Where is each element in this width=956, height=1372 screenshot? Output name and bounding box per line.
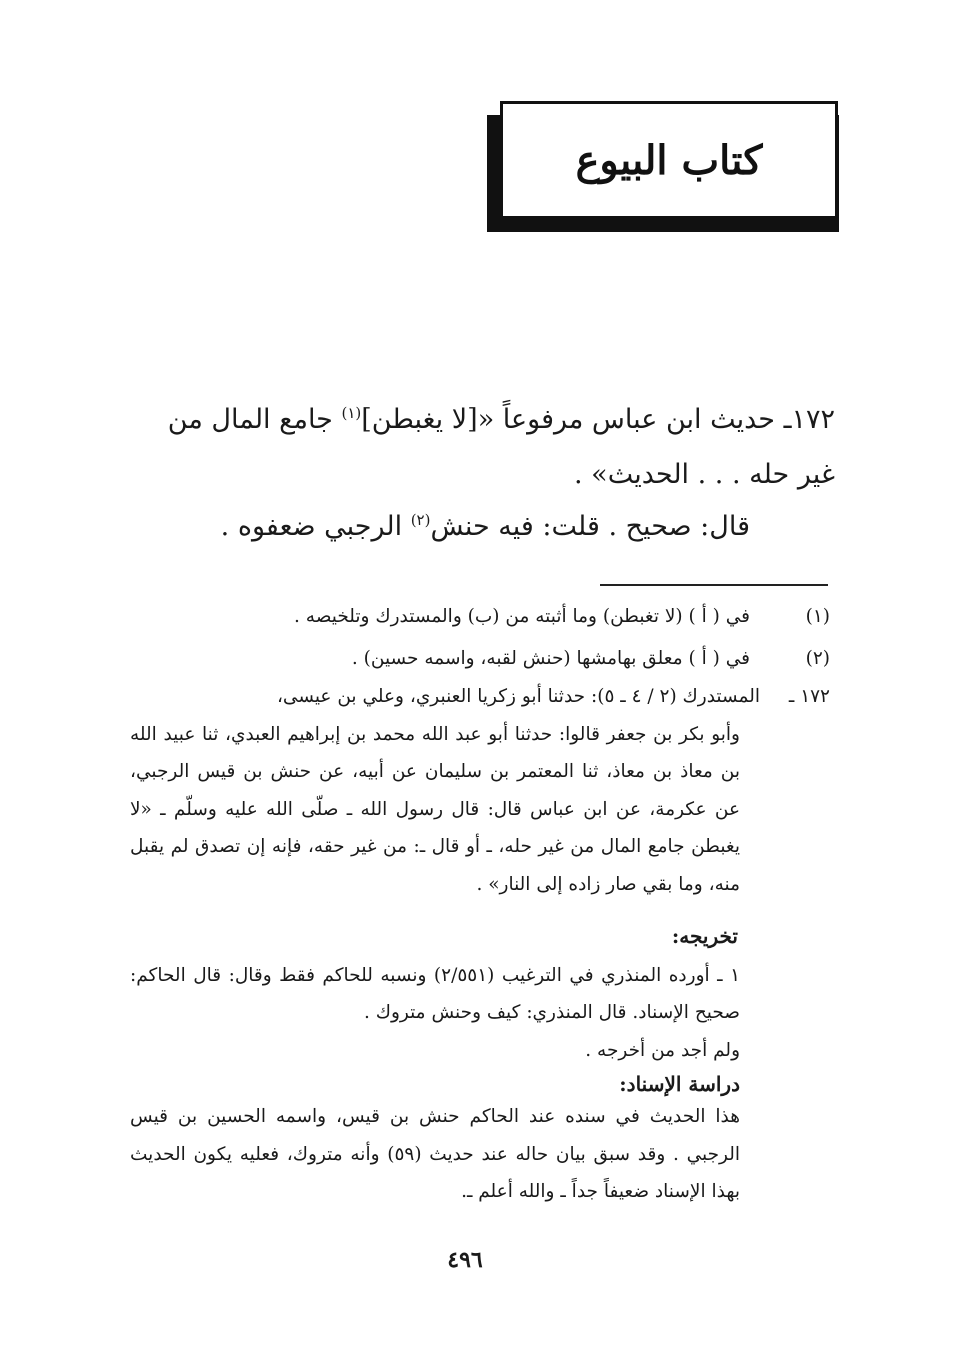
hadith-verdict xyxy=(190,502,750,552)
footnote-ref-1: (١) xyxy=(341,404,362,422)
takhrij-line-1: ١ ـ أورده المنذري في الترغيب (٢/٥٥١) ونسبه للحاكم فقط وقال: قال الحاكم: صحيح الإسناد. قال المنذري: كيف وحنش متروك . xyxy=(130,964,740,1023)
hadith-text-part1: ـ حديث ابن عباس مرفوعاً «[لا يغبطن] xyxy=(361,404,792,435)
footnote-172-number: ١٧٢ ـ xyxy=(788,686,830,707)
dirasa-body: هذا الحديث في سنده عند الحاكم حنش بن قيس، واسمه الحسين بن قيس الرجبي . وقد سبق بيان حاله عند حديث (٥٩) وأنه متروك، فعليه يكون الحديث بهذا الإسناد ضعيفاً جداً ـ والله أعلم ـ. xyxy=(130,1106,740,1202)
chapter-title-box xyxy=(500,101,838,219)
takhrij-heading: تخريجه: xyxy=(671,924,738,948)
footnote-172-source: المستدرك (٢ / ٤ ـ ٥): حدثنا أبو زكريا العنبري، وعلي بن عيسى، xyxy=(276,686,760,707)
footnote-172-body: وأبو بكر بن جعفر قالوا: حدثنا أبو عبد الله محمد بن إبراهيم العبدي، ثنا عبيد الله بن معاذ بن معاذ، ثنا المعتمر بن سليمان عن أبيه، عن حنش بن قيس الرجبي، عن عكرمة، عن ابن عباس قال: قال رسول الله ـ صلّى الله عليه وسلّم ـ «لا يغبطن جامع المال من غير حله، ـ أو قال ـ: من غير حقه، فإنه إن تصدق لم يقبل منه، وما بقي صار زاده إلى النار» . xyxy=(130,723,740,895)
page-number: ٤٩٦ xyxy=(447,1247,483,1273)
dirasa-section xyxy=(130,1070,830,1211)
footnote-172-first-line xyxy=(130,678,830,716)
footnote-1-text: في ( أ ) (لا تغبطن) وما أثبته من (ب) والمستدرك وتلخيصه . xyxy=(294,606,750,627)
footnote-separator xyxy=(600,584,828,586)
hadith-number: ١٧٢ xyxy=(791,404,835,435)
dirasa-heading: دراسة الإسناد: xyxy=(619,1072,740,1096)
verdict-text-part2: الرجبي ضعفوه . xyxy=(220,511,411,542)
hadith-text-part2: جامع المال من غير حله . . . الحديث» . xyxy=(167,404,835,490)
footnote-ref-2: (٢) xyxy=(410,511,431,529)
verdict-text-part1: قال: صحيح . قلت: فيه حنش xyxy=(430,511,750,542)
takhrij-section xyxy=(130,918,830,1069)
chapter-title: كتاب البيوع xyxy=(575,136,763,184)
footnote-172 xyxy=(130,678,830,903)
footnote-2-number: (٢) xyxy=(805,648,830,669)
footnote-1-number: (١) xyxy=(805,606,830,627)
footnote-2-text: في ( أ ) معلق بهامشها (حنش لقبه، واسمه حسين) . xyxy=(351,648,750,669)
hadith-172 xyxy=(130,392,835,502)
takhrij-line-2: ولم أجد من أخرجه . xyxy=(585,1039,740,1061)
